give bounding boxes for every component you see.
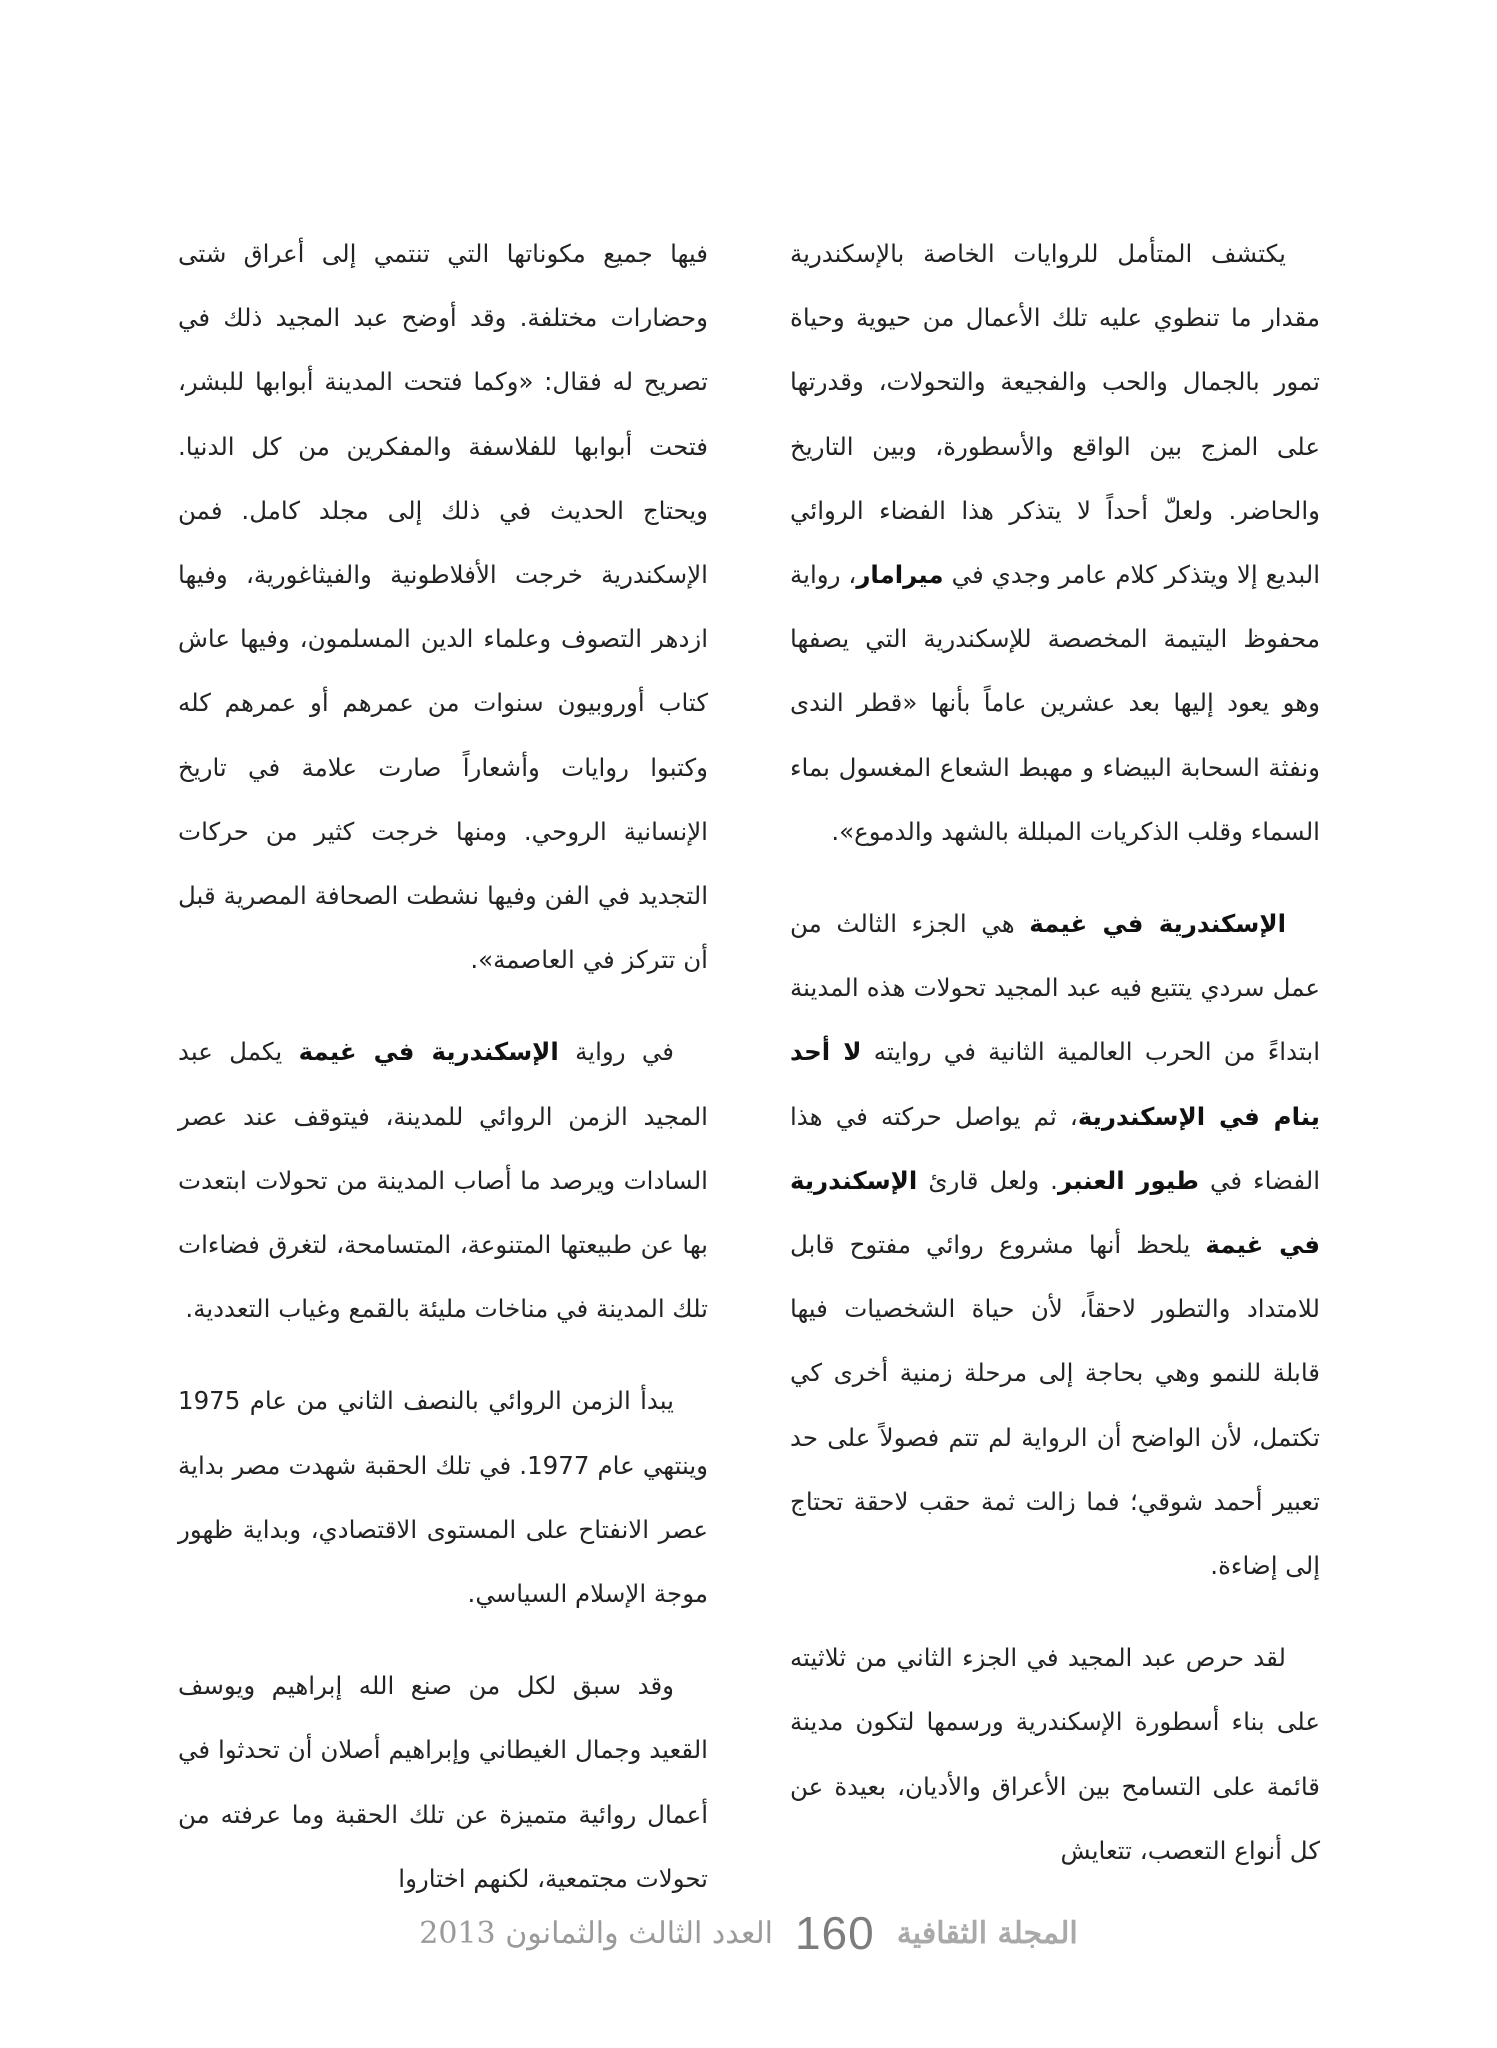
page-footer	[0, 1903, 1497, 1963]
paragraph: الإسكندرية في غيمة هي الجزء الثالث من عمل سردي يتتبع فيه عبد المجيد تحولات هذه المدينة ابتداءً من الحرب العالمية الثانية في روايته لا أحد ينام في الإسكندرية، ثم يواصل حركته في هذا الفضاء في طيور العنبر. ولعل قارئ الإسكندرية في غيمة يلحظ أنها مشروع روائي مفتوح قابل للامتداد والتطور لاحقاً، لأن حياة الشخصيات فيها قابلة للنمو وهي بحاجة إلى مرحلة زمنية أخرى كي تكتمل، لأن الواضح أن الرواية لم تتم فصولاً على حد تعبير أحمد شوقي؛ فما زالت ثمة حقب لاحقة تحتاج إلى إضاءة.	[790, 909, 1321, 1581]
page-number: 160	[794, 1907, 875, 1959]
paragraph: يكتشف المتأمل للروايات الخاصة بالإسكندرية مقدار ما تنطوي عليه تلك الأعمال من حيوية وحياة تمور بالجمال والحب والفجيعة والتحولات، وقدرتها على المزج بين الواقع والأسطورة، وبين التاريخ والحاضر. ولعلّ أحداً لا يتذكر هذا الفضاء الروائي البديع إلا ويتذكر كلام عامر وجدي في ميرامار، رواية محفوظ اليتيمة المخصصة للإسكندرية التي يصفها وهو يعود إليها بعد عشرين عاماً بأنها «قطر الندى ونفثة السحابة البيضاء و مهبط الشعاع المغسول بماء السماء وقلب الذكريات المبللة بالشهد والدموع».	[790, 239, 1320, 846]
paragraph: وقد سبق لكل من صنع الله إبراهيم ويوسف القعيد وجمال الغيطاني وإبراهيم أصلان أن تحدثوا في أعمال روائية متميزة عن تلك الحقبة وما عرفته من تحولات مجتمعية، لكنهم اختاروا	[178, 1671, 708, 1893]
issue-label: العدد الثالث والثمانون 2013	[419, 1915, 773, 1951]
paragraph: في رواية الإسكندرية في غيمة يكمل عبد المجيد الزمن الروائي للمدينة، فيتوقف عند عصر السادات ويرصد ما أصاب المدينة من تحولات ابتعدت بها عن طبيعتها المتنوعة، المتسامحة، لتغرق فضاءات تلك المدينة في مناخات مليئة بالقمع وغياب التعددية.	[178, 1037, 708, 1324]
paragraph: لقد حرص عبد المجيد في الجزء الثاني من ثلاثيته على بناء أسطورة الإسكندرية ورسمها لتكون مدينة قائمة على التسامح بين الأعراق والأديان، بعيدة عن كل أنواع التعصب، تتعايش	[790, 1643, 1320, 1865]
left-column	[178, 222, 708, 1911]
paragraph: فيها جميع مكوناتها التي تنتمي إلى أعراق شتى وحضارات مختلفة. وقد أوضح عبد المجيد ذلك في تصريح له فقال: «وكما فتحت المدينة أبوابها للبشر، فتحت أبوابها للفلاسفة والمفكرين من كل الدنيا. ويحتاج الحديث في ذلك إلى مجلد كامل. فمن الإسكندرية خرجت الأفلاطونية والفيثاغورية، وفيها ازدهر التصوف وعلماء الدين المسلمون، وفيها عاش كتاب أوروبيون سنوات من عمرهم أو عمرهم كله وكتبوا روايات وأشعاراً صارت علامة في تاريخ الإنسانية الروحي. ومنها خرجت كثير من حركات التجديد في الفن وفيها نشطت الصحافة المصرية قبل أن تتركز في العاصمة».	[178, 239, 708, 975]
right-column	[790, 222, 1320, 1883]
paragraph: يبدأ الزمن الروائي بالنصف الثاني من عام 1975 وينتهي عام 1977. في تلك الحقبة شهدت مصر بداية عصر الانفتاح على المستوى الاقتصادي، وبداية ظهور موجة الإسلام السياسي.	[178, 1386, 709, 1609]
magazine-logo: المجلة الثقافية	[896, 1915, 1078, 1951]
